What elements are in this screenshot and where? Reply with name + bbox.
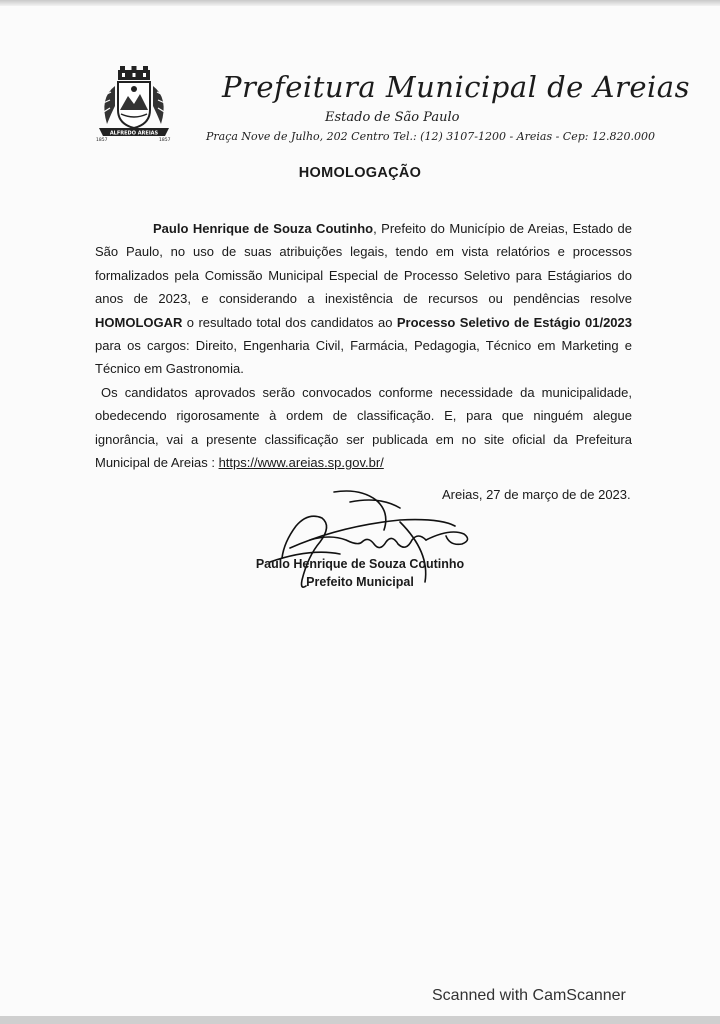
letterhead-state: Estado de São Paulo bbox=[325, 110, 460, 125]
signatory-name: Paulo Henrique de Souza Coutinho bbox=[255, 557, 465, 571]
paragraph-1-text-2: o resultado total dos candidatos ao bbox=[182, 314, 397, 330]
letterhead-address: Praça Nove de Julho, 202 Centro Tel.: (12) 3107-1200 - Areias - Cep: 12.820.000 bbox=[206, 130, 655, 143]
crest-banner-text: ALFREDO AREIAS bbox=[109, 130, 159, 137]
paragraph-2 bbox=[95, 381, 632, 475]
document-title: HOMOLOGAÇÃO bbox=[298, 165, 422, 181]
scanner-watermark: Scanned with CamScanner bbox=[432, 987, 626, 1004]
paragraph-2-text: Os candidatos aprovados serão convocados conforme necessidade da municipalidade, obedecendo rigorosamente à ordem de classificação. E, para que ninguém alegue ignorância, vai a presente classificação ser publicada em no site oficial da Prefeitura Municipal de Areias : bbox=[95, 385, 632, 471]
paragraph-1 bbox=[95, 217, 632, 381]
paragraph-1-text-1: , Prefeito do Município de Areias, Estado de São Paulo, no uso de suas atribuições legais, tendo em vista relatórios e processos formalizados pela Comissão Municipal Especial de Processo Seletivo para Estágiarios do anos de 2023, e considerando a inexistência de recursos ou pendências resolve bbox=[95, 221, 632, 307]
letterhead-title: Prefeitura Municipal de Areias bbox=[222, 70, 690, 104]
mayor-name: Paulo Henrique de Souza Coutinho bbox=[153, 221, 374, 236]
crest-year-left: 1857 bbox=[96, 138, 108, 143]
action-word: HOMOLOGAR bbox=[95, 314, 183, 330]
scan-bottom-edge bbox=[0, 1016, 720, 1024]
municipal-crest-icon bbox=[93, 66, 175, 142]
scan-top-edge bbox=[0, 0, 720, 6]
process-name: Processo Seletivo de Estágio 01/2023 bbox=[396, 314, 632, 330]
website-link[interactable]: https://www.areias.sp.gov.br/ bbox=[218, 455, 384, 471]
document-date: Areias, 27 de março de de 2023. bbox=[442, 487, 631, 502]
paragraph-1-text-3: para os cargos: Direito, Engenharia Civil, Farmácia, Pedagogia, Técnico em Marketing e Técnico em Gastronomia. bbox=[95, 338, 632, 377]
crest-year-right: 1857 bbox=[159, 138, 171, 143]
signatory-role: Prefeito Municipal bbox=[306, 575, 414, 589]
